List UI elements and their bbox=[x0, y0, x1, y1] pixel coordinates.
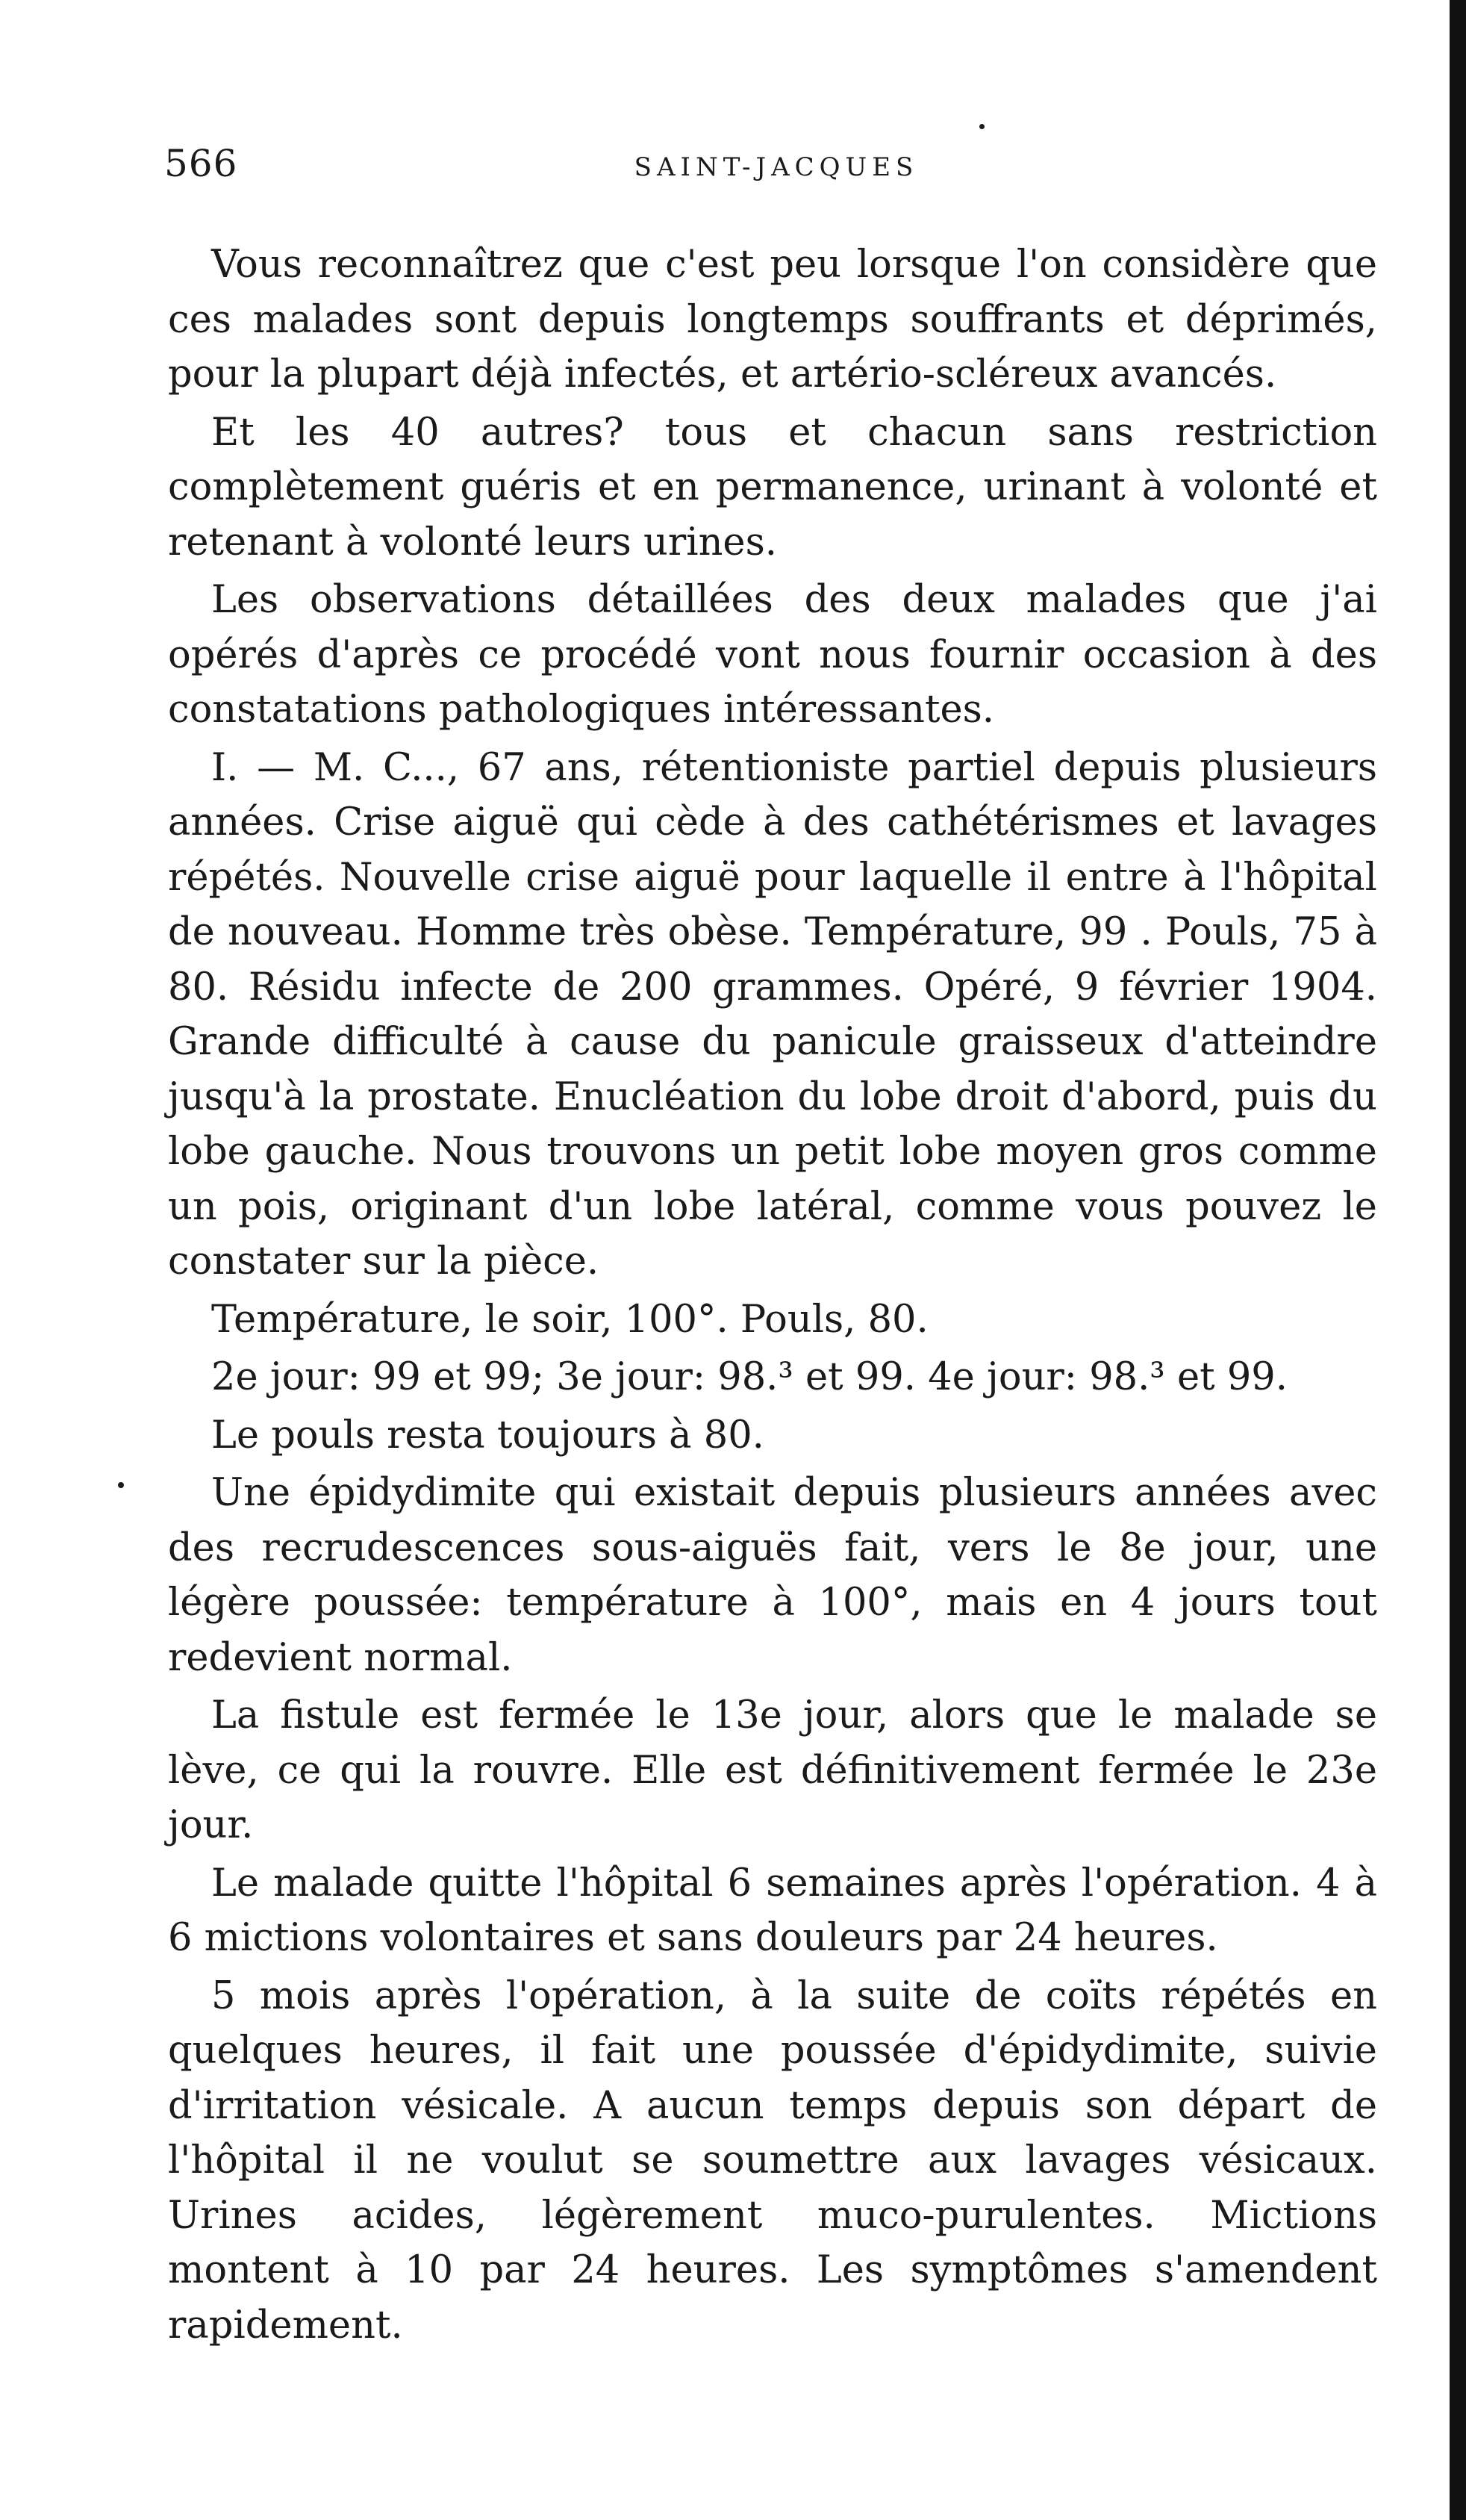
print-speck bbox=[118, 1482, 124, 1488]
paragraph: 2e jour: 99 et 99; 3e jour: 98.³ et 99. 4e jour: 98.³ et 99. bbox=[211, 1355, 1288, 1399]
paragraph: Le malade quitte l'hôpital 6 semaines après l'opération. 4 à 6 mictions volontaires et sans douleurs par 24 heures. bbox=[168, 1861, 1377, 1960]
paragraph: Et les 40 autres? tous et chacun sans restriction complètement guéris et en permanence, urinant à volonté et retenant à volonté leurs urines. bbox=[168, 410, 1377, 564]
paragraph: Le pouls resta toujours à 80. bbox=[211, 1413, 764, 1457]
page-number: 566 bbox=[164, 142, 238, 185]
page-edge-shadow bbox=[1450, 0, 1466, 2520]
paragraph: Température, le soir, 100°. Pouls, 80. bbox=[211, 1297, 929, 1342]
paragraph: Les observations détaillées des deux malades que j'ai opérés d'après ce procédé vont nous fournir occasion à des constatations pathologiques intéressantes. bbox=[168, 578, 1377, 732]
paragraph: 5 mois après l'opération, à la suite de coïts répétés en quelques heures, il fait une poussée d'épidydimite, suivie d'irritation vésicale. A aucun temps depuis son départ de l'hôpital il ne voulut se soumettre aux lavages vésicaux. Urines acides, légèrement muco-purulentes. Mictions montent à 10 par 24 heures. Les symptômes s'amendent rapidement. bbox=[168, 1973, 1377, 2348]
print-speck bbox=[979, 124, 985, 129]
running-title: SAINT-JACQUES bbox=[634, 152, 919, 182]
page-header bbox=[164, 142, 1388, 202]
paragraph: I. — M. C..., 67 ans, rétentioniste partiel depuis plusieurs années. Crise aiguë qui cède à des cathétérismes et lavages répétés. Nouvelle crise aiguë pour laquelle il entre à l'hôpital de nouveau. Homme très obèse. Température, 99 . Pouls, 75 à 80. Résidu infecte de 200 grammes. Opéré, 9 février 1904. Grande difficulté à cause du panicule graisseux d'atteindre jusqu'à la prostate. Enucléation du lobe droit d'abord, puis du lobe gauche. Nous trouvons un petit lobe moyen gros comme un pois, originant d'un lobe latéral, comme vous pouvez le constater sur la pièce. bbox=[168, 745, 1377, 1284]
paragraph: Une épidydimite qui existait depuis plusieurs années avec des recrudescences sous-aiguës fait, vers le 8e jour, une légère poussée: température à 100°, mais en 4 jours tout redevient normal. bbox=[168, 1471, 1377, 1680]
paragraph: Vous reconnaîtrez que c'est peu lorsque l'on considère que ces malades sont depuis longtemps souffrants et déprimés, pour la plupart déjà infectés, et artério-scléreux avancés. bbox=[168, 243, 1377, 396]
body-text bbox=[168, 237, 1377, 2356]
paragraph: La fistule est fermée le 13e jour, alors que le malade se lève, ce qui la rouvre. Elle est définitivement fermée le 23e jour. bbox=[168, 1693, 1377, 1847]
